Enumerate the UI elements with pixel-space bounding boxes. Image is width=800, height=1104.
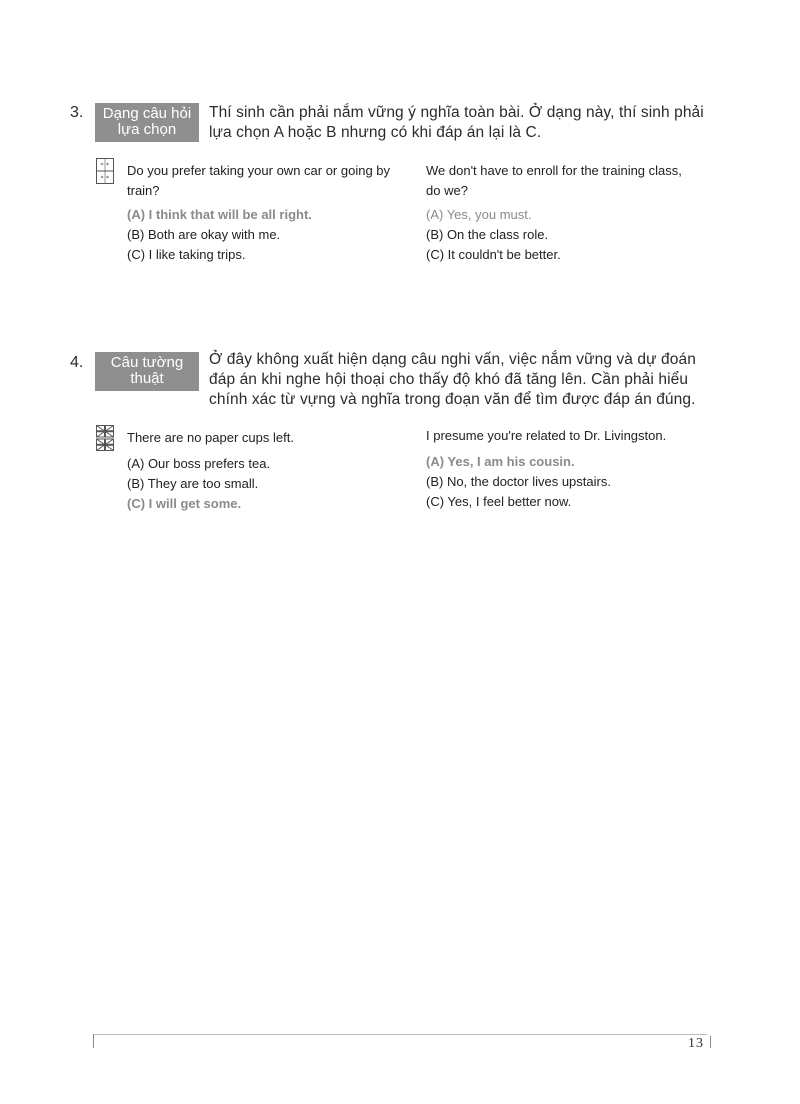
question-left bbox=[127, 428, 397, 514]
option-a: (A) Yes, I am his cousin. bbox=[426, 454, 575, 469]
section-tag-line-2: thuật bbox=[130, 370, 164, 387]
section-number: 4. bbox=[70, 354, 84, 371]
footer-rule bbox=[93, 1034, 707, 1035]
option-b: (B) They are too small. bbox=[127, 476, 259, 491]
option-b: (B) Both are okay with me. bbox=[127, 227, 281, 242]
uk-flag-icon bbox=[96, 425, 114, 451]
option-a: (A) Yes, you must. bbox=[426, 207, 532, 222]
option-a: (A) Our boss prefers tea. bbox=[127, 456, 271, 471]
question-text: I presume you're related to Dr. Livingston. bbox=[426, 428, 667, 443]
australia-flag-icon bbox=[96, 158, 114, 184]
section-number: 3. bbox=[70, 104, 84, 121]
svg-text:*: * bbox=[106, 175, 109, 182]
footer-rule-right-tick bbox=[710, 1036, 711, 1048]
section-tag-line-1: Dạng câu hỏi bbox=[102, 105, 192, 122]
section-description: Thí sinh cần phải nắm vững ý nghĩa toàn bài. Ở dạng này, thí sinh phải lựa chọn A hoặc B nhưng có khi đáp án lại là C. bbox=[209, 104, 704, 141]
question-left bbox=[127, 161, 397, 265]
svg-text:*: * bbox=[106, 162, 109, 169]
option-c: (C) It couldn't be better. bbox=[426, 247, 561, 262]
section-tag-line-1: Câu tường bbox=[110, 354, 184, 371]
section-description: Ở đây không xuất hiện dạng câu nghi vấn, việc nắm vững và dự đoán đáp án khi nghe hội thoại cho thấy độ khó đã tăng lên. Cần phải hiểu chính xác từ vựng và nghĩa trong đoạn văn để tìm được đáp án đúng. bbox=[209, 351, 696, 408]
svg-text:*: * bbox=[100, 162, 104, 169]
section-tag-line-2: lựa chọn bbox=[117, 121, 177, 138]
page-number: 13 bbox=[688, 1036, 704, 1051]
option-b: (B) On the class role. bbox=[426, 227, 549, 242]
question-right bbox=[426, 426, 696, 512]
question-text: There are no paper cups left. bbox=[127, 430, 294, 445]
question-right bbox=[426, 161, 696, 265]
question-text: Do you prefer taking your own car or going by train? bbox=[127, 163, 391, 198]
option-c: (C) I will get some. bbox=[127, 496, 242, 511]
option-c: (C) I like taking trips. bbox=[127, 247, 246, 262]
svg-text:*: * bbox=[100, 175, 104, 182]
footer-rule-left-tick bbox=[93, 1034, 94, 1048]
option-a: (A) I think that will be all right. bbox=[127, 207, 312, 222]
option-b: (B) No, the doctor lives upstairs. bbox=[426, 474, 611, 489]
option-c: (C) Yes, I feel better now. bbox=[426, 494, 572, 509]
question-text: We don't have to enroll for the training class, do we? bbox=[426, 163, 682, 198]
section-tag bbox=[95, 352, 199, 391]
section-tag bbox=[95, 103, 199, 142]
